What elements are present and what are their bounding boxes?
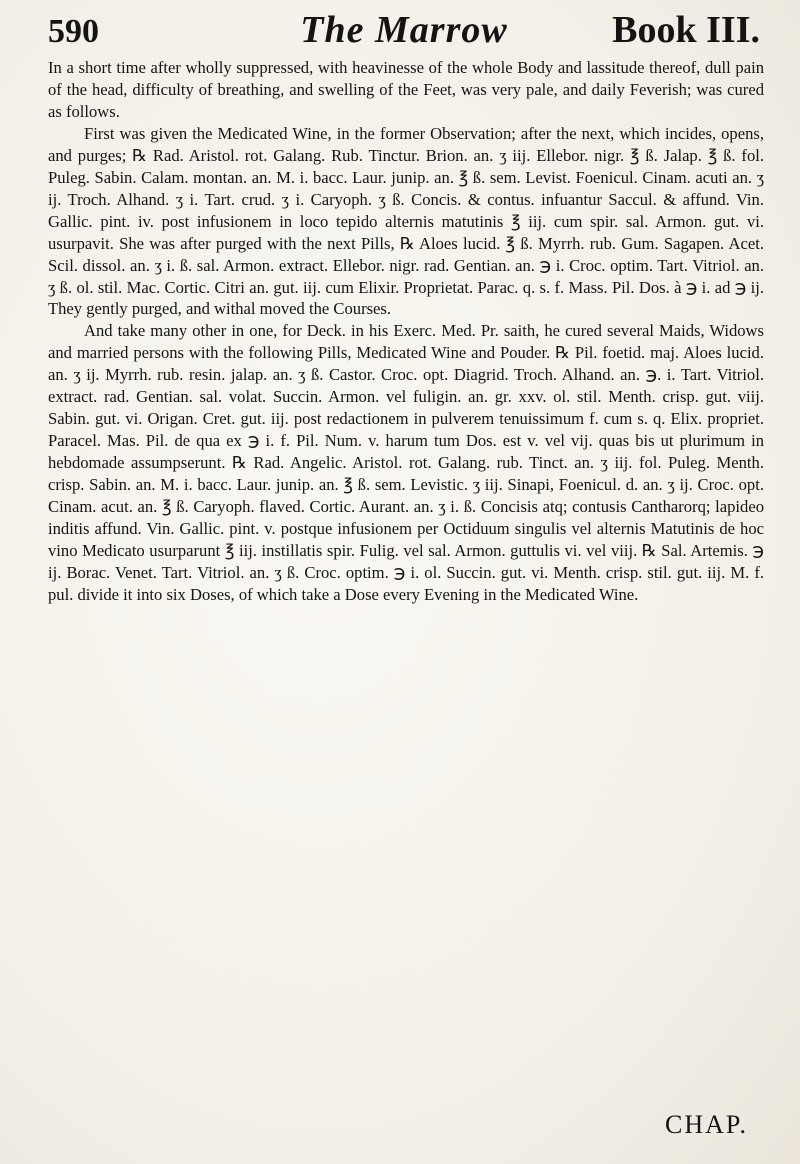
paragraph-treatment: First was given the Medicated Wine, in the former Observation; after the next, which incides, opens, and purges; ℞ Rad. Aristol. rot. Galang. Rub. Tinctur. Brion. an. ʒ iij. Ellebor. nigr. ℥ ß. Jalap. ℥ ß. fol. Puleg. Sabin. Calam. montan. an. M. i. bacc. Laur. junip. an. ℥ ß. sem. Levist. Foenicul. Cinam. acuti an. ʒ ij. Troch. Alhand. ʒ i. Tart. crud. ʒ i. Caryoph. ʒ ß. Concis. & contus. infuantur Saccul. & affund. Vin. Gallic. pint. iv. post infusionem in loco tepido alternis matutinis ℥ iij. cum spir. sal. Armon. gut. vi. usurpavit. She was after purged with the next Pills, ℞ Aloes lucid. ℥ ß. Myrrh. rub. Gum. Sagapen. Acet. Scil. dissol. an. ʒ i. ß. sal. Armon. extract. Ellebor. nigr. rad. Gentian. an. ℈ i. Croc. optim. Tart. Vitriol. an. ʒ ß. ol. stil. Mac. Cortic. Citri an. gut. iij. cum Elixir. Proprietat. Parac. q. s. f. Mass. Pil. Dos. à ℈ i. ad ℈ ij. They gently purged, and withal moved the Courses.: [48, 123, 764, 319]
page-number: 590: [48, 13, 99, 50]
book-label: Book III.: [612, 9, 760, 51]
catchword: CHAP.: [665, 1110, 748, 1139]
running-head: [48, 8, 760, 52]
paragraph-decker-remedy: And take many other in one, for Deck. in his Exerc. Med. Pr. saith, he cured several Maids, Widows and married persons with the following Pills, Medicated Wine and Pouder. ℞ Pil. foetid. maj. Aloes lucid. an. ʒ ij. Myrrh. rub. resin. jalap. an. ʒ ß. Castor. Croc. opt. Diagrid. Troch. Alhand. an. ℈. i. Tart. Vitriol. extract. rad. Gentian. sal. volat. Succin. Armon. vel fuligin. an. gr. xxv. ol. stil. Menth. crisp. gut. viij. Sabin. gut. vi. Origan. Cret. gut. iij. post redactionem in pulverem tenuissimum f. cum s. q. Elix. propriet. Paracel. Mas. Pil. de qua ex ℈ i. f. Pil. Num. v. harum tum Dos. est v. vel vij. quas bis ut plurimum in hebdomade assumpserunt. ℞ Rad. Angelic. Aristol. rot. Galang. rub. Tinct. an. ʒ iij. fol. Puleg. Menth. crisp. Sabin. an. M. i. bacc. Laur. junip. an. ℥ ß. sem. Levistic. ʒ iij. Sinapi, Foenicul. d. an. ʒ ij. Croc. opt. Cinam. acut. an. ℥ ß. Caryoph. flaved. Cortic. Aurant. an. ʒ i. ß. Concisis atq; contusis Cantharorq; lapideo inditis affund. Vin. Gallic. pint. v. postque infusionem per Octiduum singulis vel alternis Matutinis de hoc vino Medicato usurparunt ℥ iij. instillatis spir. Fulig. vel sal. Armon. guttulis vi. vel viij. ℞ Sal. Artemis. ℈ ij. Borac. Venet. Tart. Vitriol. an. ʒ ß. Croc. optim. ℈ i. ol. Succin. gut. vi. Menth. crisp. stil. gut. iij. M. f. pul. divide it into six Doses, of which take a Dose every Evening in the Medicated Wine.: [48, 321, 764, 604]
page-body: [48, 57, 764, 606]
running-title: The Marrow: [300, 9, 508, 51]
paragraph-case-history: In a short time after wholly suppressed, with heavinesse of the whole Body and lassitude thereof, dull pain of the head, difficulty of breathing, and swelling of the Feet, was very pale, and daily Feverish; was cured as follows.: [48, 58, 764, 121]
